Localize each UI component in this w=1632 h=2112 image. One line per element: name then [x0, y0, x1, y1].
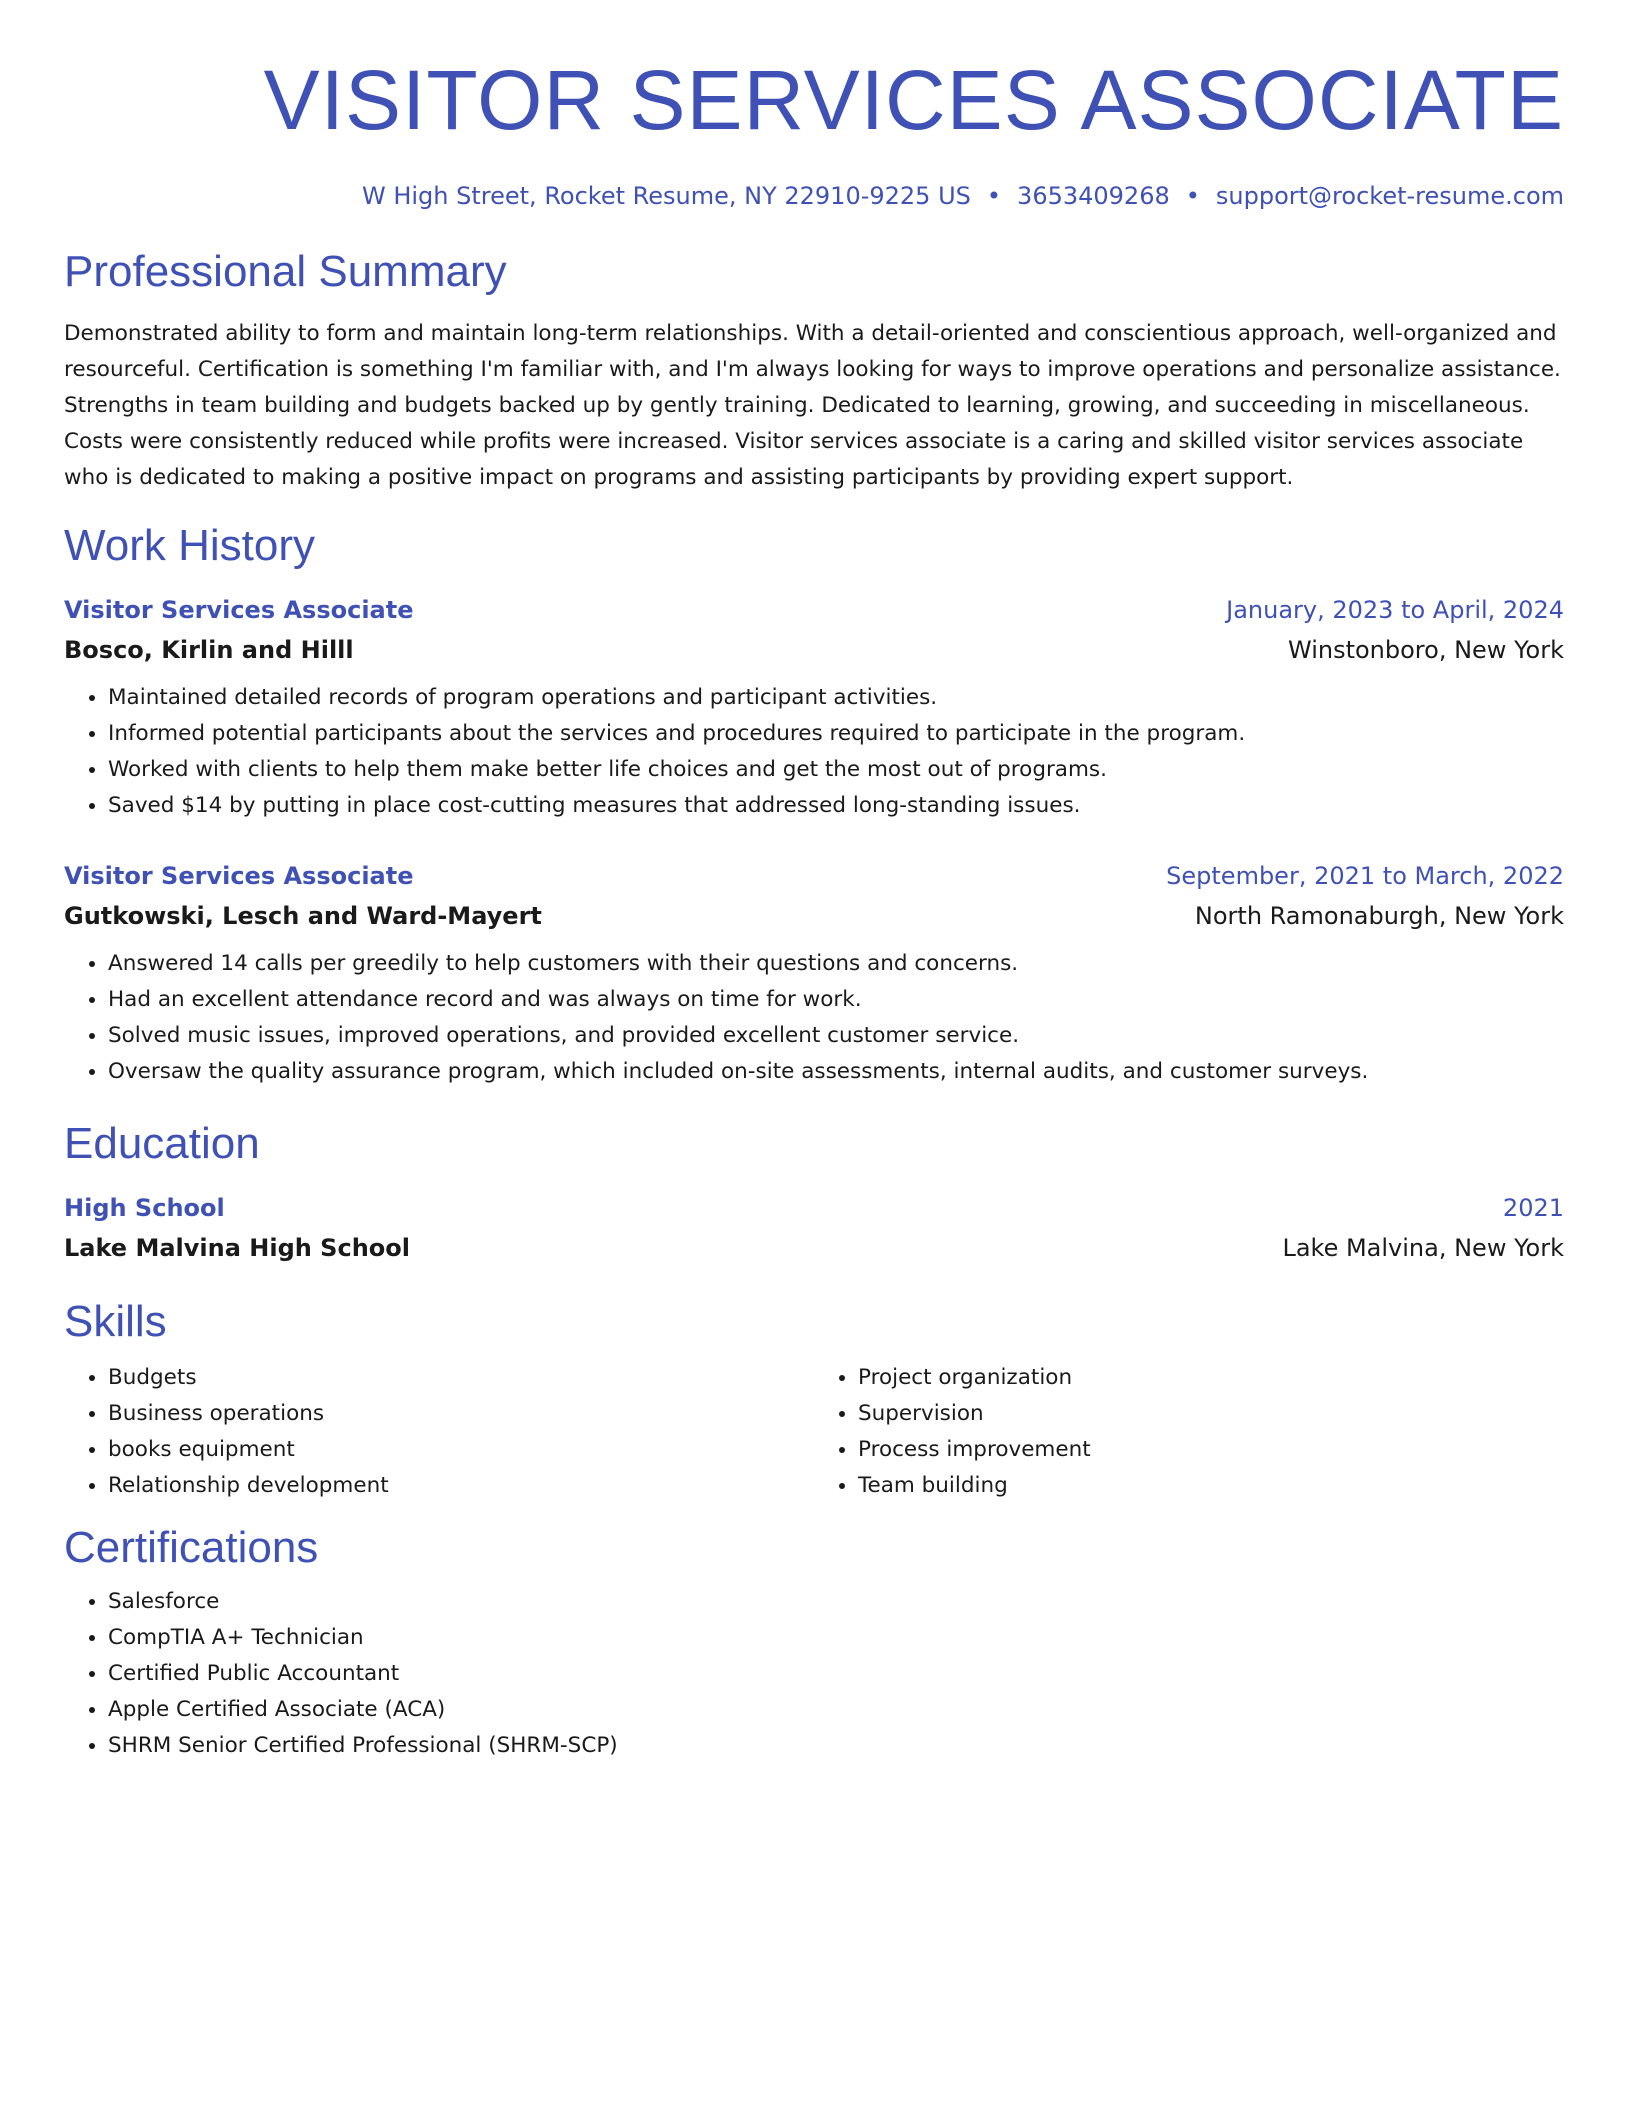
- certification-item: • Certified Public Accountant: [108, 1656, 1564, 1692]
- skill-item: • books equipment: [108, 1432, 814, 1468]
- job-company-row: [64, 896, 1564, 936]
- resume-header: [64, 52, 1564, 210]
- education-school-row: [64, 1228, 1564, 1268]
- job-bullet: • Maintained detailed records of program operations and participant activities.: [108, 680, 1564, 716]
- education-location: Lake Malvina, New York: [1282, 1234, 1564, 1262]
- summary-heading: Professional Summary: [64, 247, 507, 296]
- job-bullets: [64, 946, 1564, 1090]
- certification-item: • CompTIA A+ Technician: [108, 1620, 1564, 1656]
- job-title: Visitor Services Associate: [64, 596, 414, 624]
- job-company: Bosco, Kirlin and Hilll: [64, 636, 354, 664]
- skill-item: • Supervision: [858, 1396, 1564, 1432]
- job-company: Gutkowski, Lesch and Ward-Mayert: [64, 902, 542, 930]
- skill-item: • Process improvement: [858, 1432, 1564, 1468]
- skill-item: • Relationship development: [108, 1468, 814, 1504]
- job-dates: January, 2023 to April, 2024: [1226, 596, 1564, 624]
- skill-item: • Team building: [858, 1468, 1564, 1504]
- contact-email: support@rocket-resume.com: [1215, 182, 1564, 210]
- resume-name: VISITOR SERVICES ASSOCIATE: [263, 53, 1564, 147]
- skills-list-left: [64, 1360, 814, 1504]
- contact-address: W High Street, Rocket Resume, NY 22910-9225 US: [361, 182, 971, 210]
- education-heading: Education: [64, 1119, 260, 1168]
- job-entry: [64, 590, 1564, 824]
- contact-phone: 3653409268: [1017, 182, 1170, 210]
- work-history-heading: Work History: [64, 521, 315, 570]
- education-school: Lake Malvina High School: [64, 1234, 410, 1262]
- summary-text: Demonstrated ability to form and maintain long-term relationships. With a detail-oriented and conscientious approach, well-organized and resourceful. Certification is something I'm familiar with, and I'm always looking for ways to improve operations and personalize assistance. Strengths in team building and budgets backed up by gently training. Dedicated to learning, growing, and succeeding in miscellaneous. Costs were consistently reduced while profits were increased. Visitor services associate is a caring and skilled visitor services associate who is dedicated to making a positive impact on programs and assisting participants by providing expert support.: [64, 321, 1561, 490]
- certifications-list: [64, 1584, 1564, 1764]
- skills-grid: [64, 1356, 1564, 1504]
- job-title: Visitor Services Associate: [64, 862, 414, 890]
- job-bullet: • Answered 14 calls per greedily to help customers with their questions and concerns.: [108, 946, 1564, 982]
- skill-item: • Project organization: [858, 1360, 1564, 1396]
- job-header-row: [64, 856, 1564, 896]
- job-location: Winstonboro, New York: [1288, 636, 1564, 664]
- education-header-row: [64, 1188, 1564, 1228]
- job-bullet: • Oversaw the quality assurance program, which included on-site assessments, internal audits, and customer surveys.: [108, 1054, 1564, 1090]
- job-bullets: [64, 680, 1564, 824]
- certification-item: • Salesforce: [108, 1584, 1564, 1620]
- certification-item: • Apple Certified Associate (ACA): [108, 1692, 1564, 1728]
- contact-separator: •: [1185, 182, 1200, 210]
- certifications-heading: Certifications: [64, 1523, 319, 1572]
- job-bullet: • Had an excellent attendance record and was always on time for work.: [108, 982, 1564, 1018]
- job-company-row: [64, 630, 1564, 670]
- certification-item: • SHRM Senior Certified Professional (SHRM-SCP): [108, 1728, 1564, 1764]
- skill-item: • Business operations: [108, 1396, 814, 1432]
- job-header-row: [64, 590, 1564, 630]
- job-bullet: • Solved music issues, improved operations, and provided excellent customer service.: [108, 1018, 1564, 1054]
- education-degree: High School: [64, 1194, 225, 1222]
- contact-separator: •: [986, 182, 1002, 210]
- skills-heading: Skills: [64, 1297, 167, 1346]
- skills-list-right: [814, 1360, 1564, 1504]
- job-bullet: • Informed potential participants about the services and procedures required to participate in the program.: [108, 716, 1564, 752]
- job-dates: September, 2021 to March, 2022: [1166, 862, 1564, 890]
- skill-item: • Budgets: [108, 1360, 814, 1396]
- job-bullet: • Saved $14 by putting in place cost-cutting measures that addressed long-standing issues.: [108, 788, 1564, 824]
- education-entry: [64, 1188, 1564, 1268]
- contact-line: [64, 182, 1564, 210]
- job-location: North Ramonaburgh, New York: [1194, 902, 1564, 930]
- job-entry: [64, 856, 1564, 1090]
- job-bullet: • Worked with clients to help them make better life choices and get the most out of programs.: [108, 752, 1564, 788]
- education-year: 2021: [1502, 1194, 1564, 1222]
